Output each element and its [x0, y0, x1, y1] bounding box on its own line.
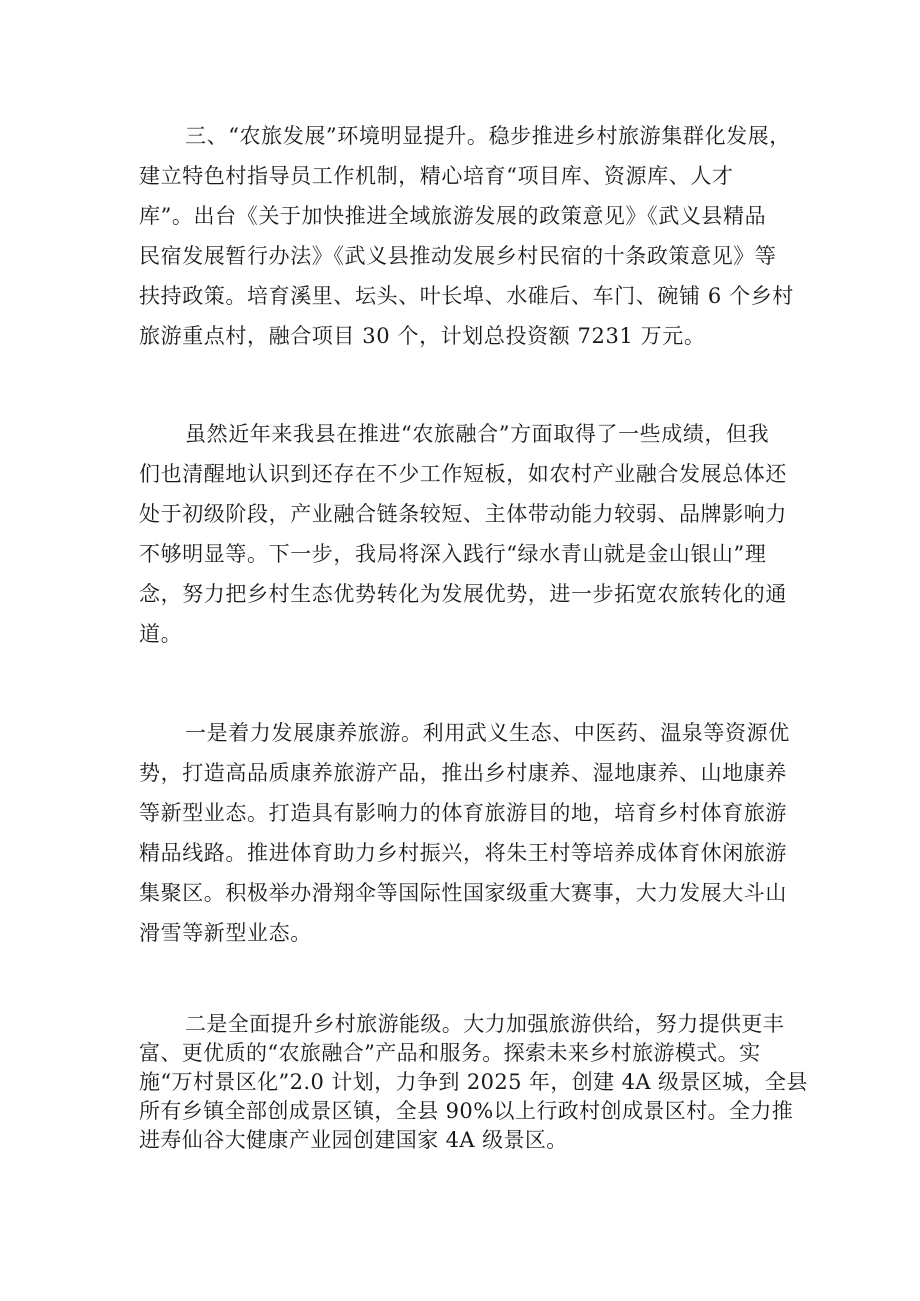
- text-line: 三、“农旅发展”环境明显提升。稳步推进乡村旅游集群化发展，: [185, 124, 791, 148]
- text-line: 二是全面提升乡村旅游能级。大力加强旅游供给，努力提供更丰: [185, 1012, 785, 1036]
- text-line: 处于初级阶段，产业融合链条较短、主体带动能力较弱、品牌影响力: [139, 502, 787, 526]
- text-line: 扶持政策。培育溪里、坛头、叶长埠、水碓后、车门、碗铺 6 个乡村: [139, 284, 794, 308]
- text-line: 库”。出台《关于加快推进全域旅游发展的政策意见》《武义县精品: [139, 204, 767, 228]
- text-line: 不够明显等。下一步，我局将深入践行“绿水青山就是金山银山”理: [139, 542, 767, 566]
- text-line: 虽然近年来我县在推进“农旅融合”方面取得了一些成绩，但我: [185, 422, 770, 446]
- text-line: 所有乡镇全部创成景区镇，全县 90%以上行政村创成景区村。全力推: [139, 1099, 794, 1123]
- text-line: 等新型业态。打造具有影响力的体育旅游目的地，培育乡村体育旅游: [139, 801, 787, 825]
- text-line: 道。: [139, 622, 183, 646]
- paragraph-agri-tourism-environment: [139, 116, 799, 356]
- paragraph-shortcomings-next-steps: [139, 414, 799, 654]
- text-line: 进寿仙谷大健康产业园创建国家 4A 级景区。: [139, 1128, 568, 1152]
- text-line: 民宿发展暂行办法》《武义县推动发展乡村民宿的十条政策意见》等: [139, 244, 777, 268]
- text-line: 一是着力发展康养旅游。利用武义生态、中医药、温泉等资源优: [185, 721, 790, 745]
- text-line: 念，努力把乡村生态优势转化为发展优势，进一步拓宽农旅转化的通: [139, 582, 787, 606]
- paragraph-wellness-tourism: [139, 713, 799, 953]
- text-line: 富、更优质的“农旅融合”产品和服务。探索未来乡村旅游模式。实: [139, 1041, 761, 1065]
- text-line: 施“万村景区化”2.0 计划，力争到 2025 年，创建 4A 级景区城，全县: [139, 1070, 808, 1094]
- text-line: 精品线路。推进体育助力乡村振兴，将朱王村等培养成体育休闲旅游: [139, 841, 787, 865]
- text-line: 建立特色村指导员工作机制，精心培育“项目库、资源库、人才: [139, 164, 734, 188]
- paragraph-rural-tourism-upgrade: [139, 1010, 808, 1155]
- text-line: 旅游重点村，融合项目 30 个，计划总投资额 7231 万元。: [139, 324, 706, 348]
- text-line: 们也清醒地认识到还存在不少工作短板，如农村产业融合发展总体还: [139, 462, 787, 486]
- text-line: 滑雪等新型业态。: [139, 921, 312, 945]
- text-line: 势，打造高品质康养旅游产品，推出乡村康养、湿地康养、山地康养: [139, 761, 787, 785]
- text-line: 集聚区。积极举办滑翔伞等国际性国家级重大赛事，大力发展大斗山: [139, 881, 787, 905]
